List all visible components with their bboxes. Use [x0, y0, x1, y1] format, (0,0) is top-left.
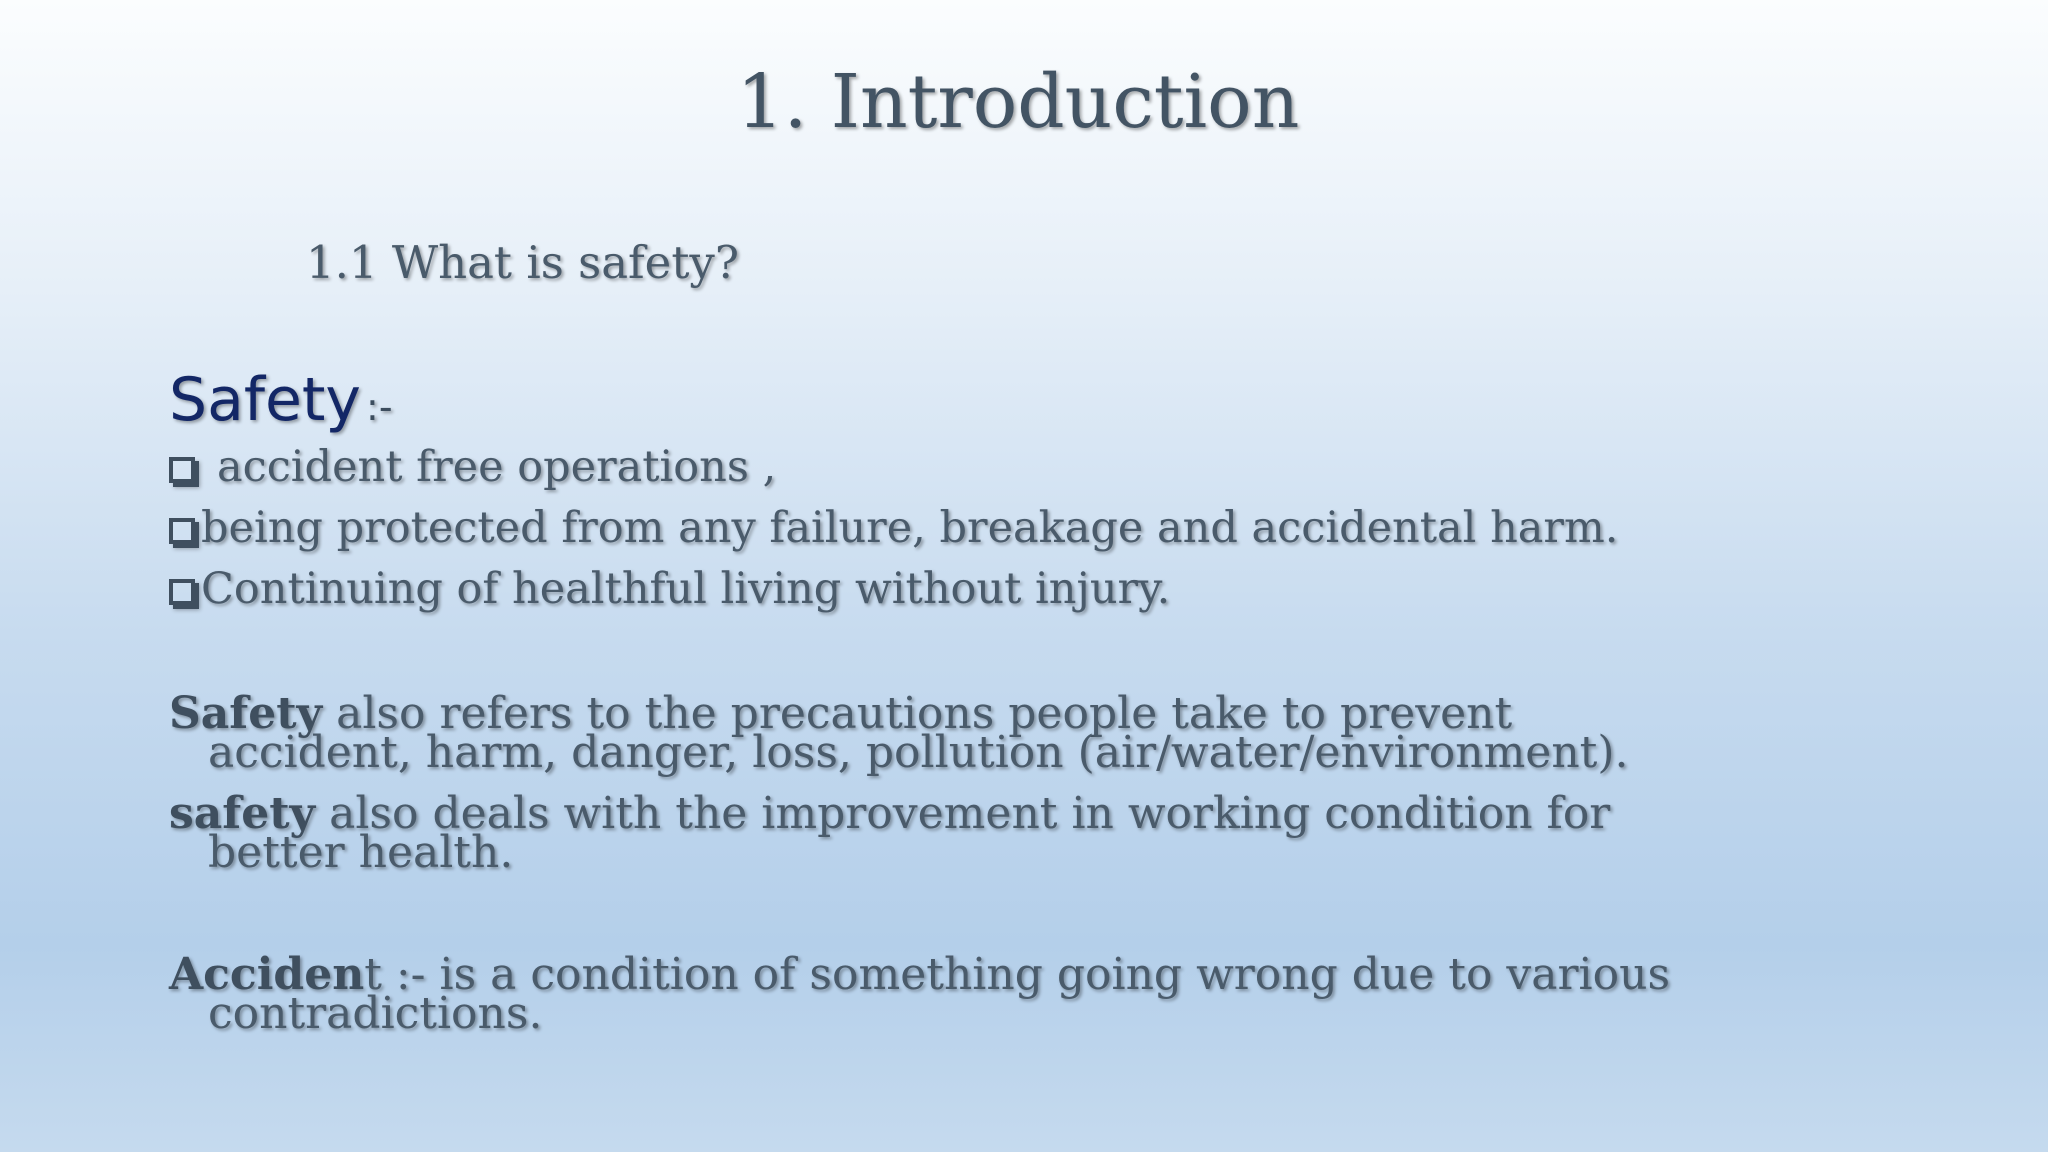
bullet-text: Continuing of healthful living without injury. [201, 564, 1171, 614]
section-subheading: 1.1 What is safety? [306, 236, 739, 289]
paragraph-text: also refers to the precautions people take to prevent [322, 688, 1513, 739]
bullet-item [169, 559, 1618, 620]
safety-heading-term: Safety [169, 365, 361, 435]
paragraph-text: t :- is a condition of something going wrong due to various [364, 949, 1671, 1000]
bullet-text: being protected from any failure, breakage and accidental harm. [201, 503, 1619, 553]
slide-title: 1. Introduction [736, 59, 1300, 145]
accident-definition-paragraph [169, 949, 1671, 1039]
safety-heading-separator: :- [366, 385, 393, 429]
bullet-text: accident free operations , [217, 442, 777, 492]
paragraph-line: better health. [208, 827, 514, 878]
paragraph-line: contradictions. [208, 988, 543, 1039]
paragraph-bold-term: safety [169, 788, 316, 839]
safety-precautions-paragraph [169, 688, 1629, 778]
hollow-square-icon [169, 579, 195, 605]
paragraph-text: also deals with the improvement in working condition for [315, 788, 1611, 839]
paragraph-line: accident, harm, danger, loss, pollution (air/water/environment). [208, 727, 1629, 778]
bullet-item [169, 437, 1618, 498]
bullet-item [169, 498, 1618, 559]
safety-bullet-list [169, 437, 1618, 620]
hollow-square-icon [169, 518, 195, 544]
safety-working-condition-paragraph [169, 788, 1611, 878]
paragraph-bold-term: Safety [169, 688, 323, 739]
paragraph-bold-term: Acciden [169, 949, 365, 1000]
hollow-square-icon [169, 457, 195, 483]
